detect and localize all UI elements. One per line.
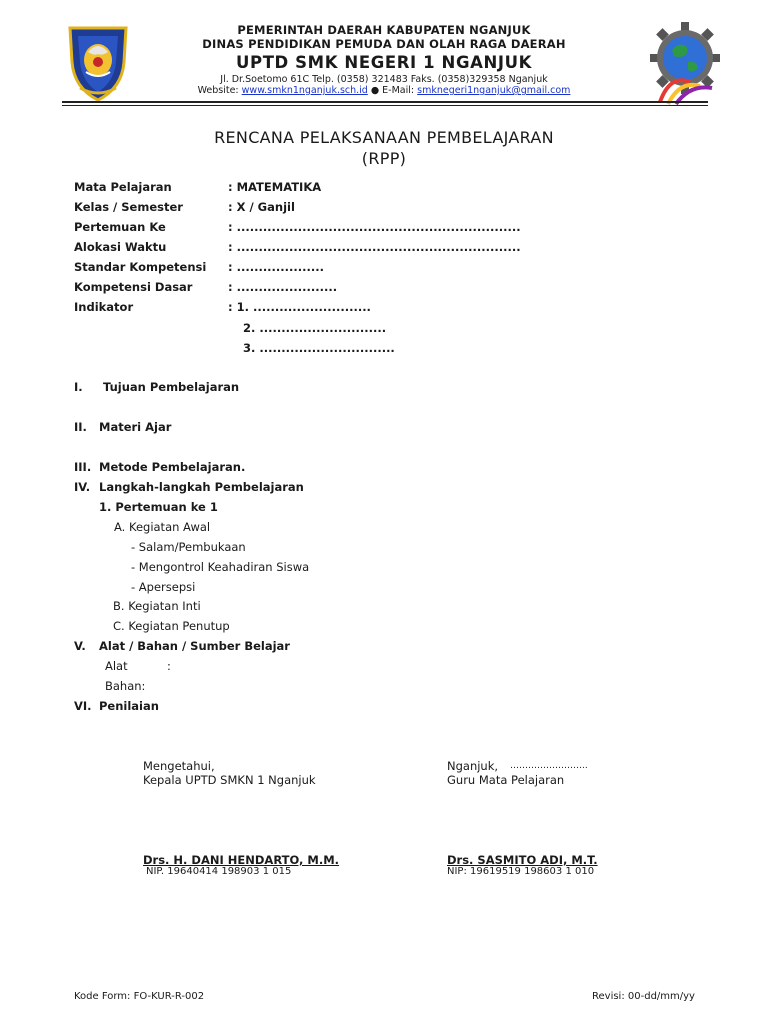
website-label: Website: <box>197 85 242 96</box>
kegiatan-penutup: C. Kegiatan Penutup <box>113 619 230 633</box>
header-school-name: UPTD SMK NEGERI 1 NGANJUK <box>236 53 532 72</box>
header-contact <box>0 85 768 96</box>
field-label: Indikator <box>74 300 134 314</box>
sign-left-nip: NIP. 19640414 198903 1 015 <box>146 866 292 877</box>
section-number: III. <box>74 460 92 474</box>
field-label: Kelas / Semester <box>74 200 183 214</box>
sign-right-date-dots: …………………….. <box>510 761 588 771</box>
pertemuan-heading: 1. Pertemuan ke 1 <box>99 500 218 514</box>
field-label: Pertemuan Ke <box>74 220 166 234</box>
section-number: VI. <box>74 699 92 713</box>
email-label: ● E-Mail: <box>367 85 418 96</box>
kegiatan-inti: B. Kegiatan Inti <box>113 599 201 613</box>
header-divider-thin <box>62 105 708 106</box>
section-penilaian: Penilaian <box>99 699 159 713</box>
document-title: RENCANA PELAKSANAAN PEMBELAJARAN <box>214 128 554 147</box>
field-value: : X / Ganjil <box>228 200 295 214</box>
field-value: : 1. ........................... <box>228 300 371 314</box>
sign-right-role: Guru Mata Pelajaran <box>447 773 565 787</box>
header-department: DINAS PENDIDIKAN PEMUDA DAN OLAH RAGA DAERAH <box>202 37 566 51</box>
section-number: IV. <box>74 480 91 494</box>
field-label: Alokasi Waktu <box>74 240 167 254</box>
field-label: Kompetensi Dasar <box>74 280 193 294</box>
email-link[interactable]: smknegeri1nganjuk@gmail.com <box>417 85 571 96</box>
field-value: : ................................................................. <box>228 240 521 254</box>
kegiatan-awal-item: - Mengontrol Keahadiran Siswa <box>131 560 310 574</box>
kegiatan-awal-item: - Apersepsi <box>131 580 196 594</box>
sign-left-heading: Mengetahui, <box>143 759 215 773</box>
section-materi: Materi Ajar <box>99 420 172 434</box>
section-number: V. <box>74 639 86 653</box>
header-government: PEMERINTAH DAERAH KABUPATEN NGANJUK <box>237 23 531 37</box>
sign-right-place: Nganjuk, <box>447 759 499 773</box>
section-langkah: Langkah-langkah Pembelajaran <box>99 480 304 494</box>
sign-left-name: Drs. H. DANI HENDARTO, M.M. <box>143 853 340 867</box>
sign-right-name: Drs. SASMITO ADI, M.T. <box>447 853 598 867</box>
alat-colon: : <box>167 659 171 673</box>
footer-revisi: Revisi: 00-dd/mm/yy <box>592 991 695 1002</box>
kegiatan-awal-item: - Salam/Pembukaan <box>131 540 246 554</box>
field-value: : ................................................................. <box>228 220 521 234</box>
sign-left-role: Kepala UPTD SMKN 1 Nganjuk <box>143 773 316 787</box>
footer-kode-form: Kode Form: FO-KUR-R-002 <box>74 991 205 1002</box>
kegiatan-awal: A. Kegiatan Awal <box>114 520 211 534</box>
field-value: : MATEMATIKA <box>228 180 322 194</box>
sign-right-nip: NIP: 19619519 198603 1 010 <box>447 866 595 877</box>
indikator-item: 2. ............................. <box>243 321 387 335</box>
section-number: I. <box>74 380 83 394</box>
field-value: : .................... <box>228 260 324 274</box>
bahan-label: Bahan: <box>105 679 146 693</box>
header-divider-thick <box>62 101 708 103</box>
header-address: Jl. Dr.Soetomo 61C Telp. (0358) 321483 Faks. (0358)329358 Nganjuk <box>220 74 548 85</box>
field-value: : ....................... <box>228 280 338 294</box>
indikator-item: 3. ............................... <box>243 341 395 355</box>
document-subtitle: (RPP) <box>361 149 407 168</box>
section-metode: Metode Pembelajaran. <box>99 460 246 474</box>
section-tujuan: Tujuan Pembelajaran <box>103 380 240 394</box>
section-number: II. <box>74 420 87 434</box>
field-label: Mata Pelajaran <box>74 180 172 194</box>
alat-label: Alat <box>105 659 128 673</box>
website-link[interactable]: www.smkn1nganjuk.sch.id <box>241 85 368 96</box>
field-label: Standar Kompetensi <box>74 260 207 274</box>
section-alat: Alat / Bahan / Sumber Belajar <box>99 639 290 653</box>
